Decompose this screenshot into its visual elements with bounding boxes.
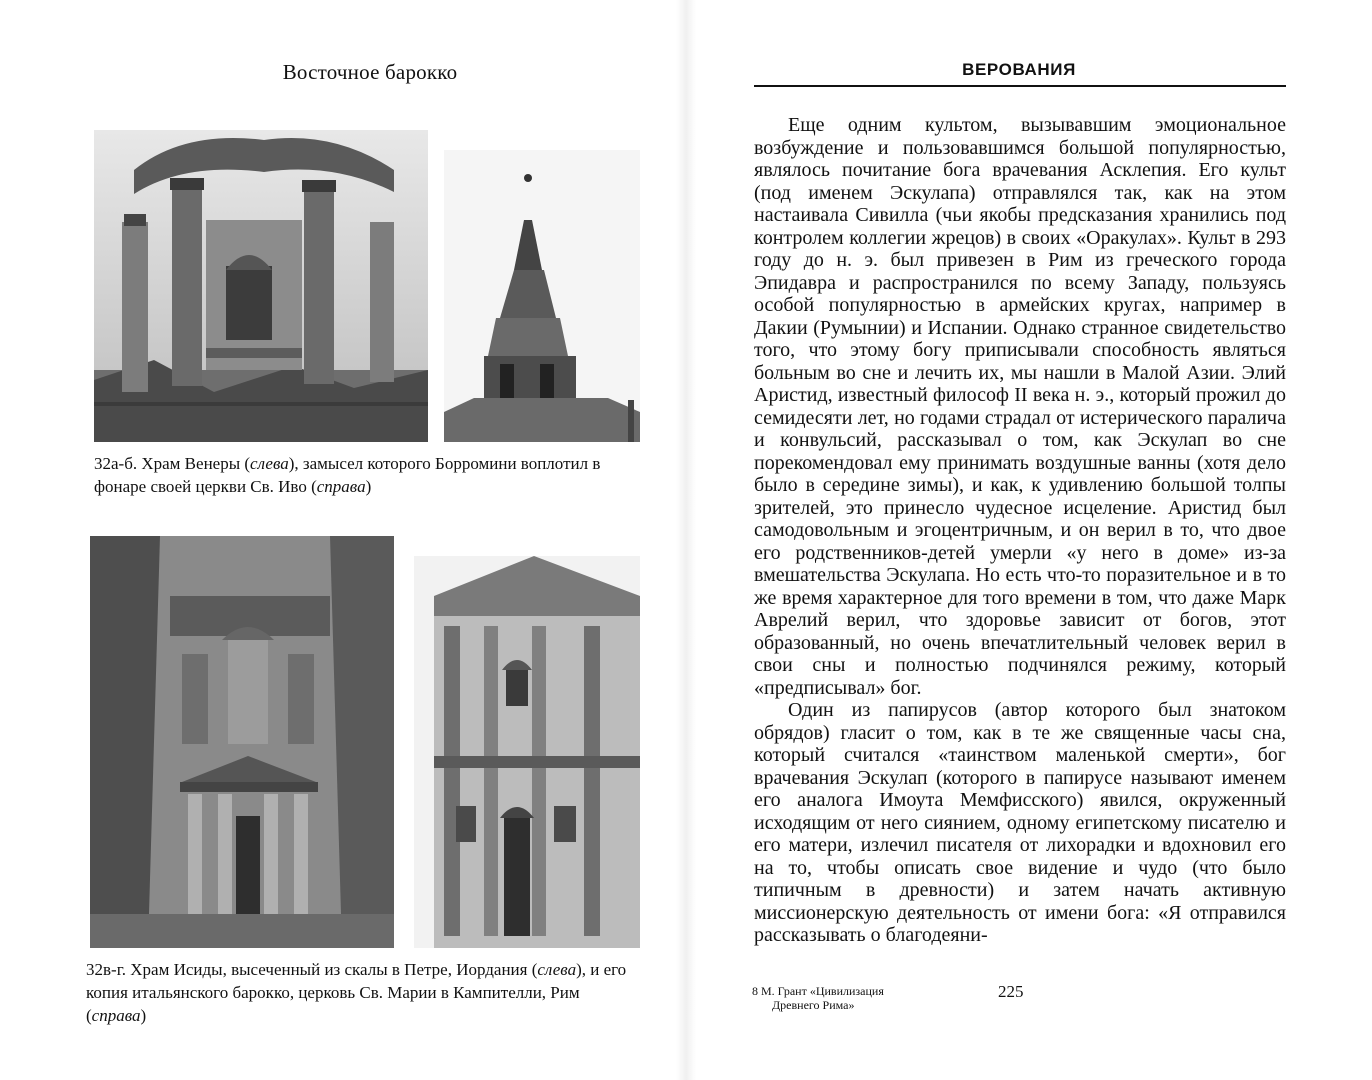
photo-temple-of-venus bbox=[94, 130, 428, 442]
caption-text: ) bbox=[365, 477, 372, 496]
page-number: 225 bbox=[998, 982, 1024, 1001]
section-heading: ВЕРОВАНИЯ bbox=[962, 60, 1076, 79]
footer-signature-line: 8 М. Грант «Цивилизация bbox=[752, 984, 884, 998]
caption-emphasis: слева bbox=[250, 454, 289, 473]
running-head: Восточное барокко bbox=[282, 60, 458, 84]
caption-emphasis: справа bbox=[91, 1006, 141, 1025]
photo-santa-maria-campitelli bbox=[414, 556, 640, 948]
right-page bbox=[686, 0, 1372, 1080]
caption-text: ) bbox=[140, 1006, 147, 1025]
footer-signature-line: Древнего Рима» bbox=[772, 998, 855, 1012]
caption-plate-32vg bbox=[86, 958, 642, 1027]
caption-text: ), и его копия итальянского барокко, церковь Св. Марии в Кампителли, Рим ( bbox=[86, 960, 627, 1025]
photo-lantern-st-ivo bbox=[444, 150, 640, 442]
heading-rule bbox=[754, 85, 1286, 87]
caption-emphasis: слева bbox=[537, 960, 577, 979]
body-text bbox=[754, 114, 1286, 947]
footer-signature bbox=[752, 984, 952, 1012]
paragraph: Один из папирусов (автор которого был знатоком обрядов) гласит о том, как в те же священные часы сна, который считался «таинством маленькой смерти», бог врачевания Эскулап (которого в папирусе называют именем его аналога Имоута Мемфисского) явился, окруженный исходящим от него сиянием, одному египетскому писателю и его матери, излечил писателя от лихорадки и вдохновил его на то, чтобы описать свое видение и чудо (что было типичным в древности) и затем начать активную миссионерскую деятельность от имени бога: «Я отправился рассказывать о благодеяни- bbox=[754, 699, 1286, 946]
photo-petra-treasury bbox=[90, 536, 394, 948]
paragraph: Еще одним культом, вызывавшим эмоциональное возбуждение и пользовавшимся большой популярностью, являлось почитание бога врачевания Асклепия. Его культ (под именем Эскулапа) отправлялся так, как на этом настаивала Сивилла (чьи якобы предсказания хранились под контролем коллегии жрецов) в своих «Оракулах». Культ в 293 году до н. э. был привезен в Рим из греческого города Эпидавра и распространился по всему Западу, пользуясь особой популярностью в армейских кругах, например в Дакии (Румынии) и Испании. Однако странное свидетельство того, что этому богу приписывали способность являться больным во сне и лечить их, мы нашли в Малой Азии. Элий Аристид, известный философ II века н. э., который прожил до семидесяти лет, но годами страдал от истерического паралича и конвульсий, рассказывал о том, как Эскулап во сне порекомендовал ему принимать воздушные ванны (хотя дело было в середине зимы), и как, к удивлению большой толпы зрителей, это принесло чудесное исцеление. Аристид был самодовольным и эгоцентричным, и он верил в то, что двое его родственников-детей умерли «у него в доме» из-за вмешательства Эскулапа. Но есть что-то поразительное и в то же время характерное для того времени в том, что даже Марк Аврелий верил, что здоровье зависит от богов, этот образованный, но очень впечатлительный человек верил в свои сны и полностью подчинялся режиму, который «предписывал» бог. bbox=[754, 114, 1286, 699]
caption-emphasis: справа bbox=[316, 477, 366, 496]
caption-text: ), замысел которого Борромини воплотил в фонаре своей церкви Св. Иво ( bbox=[94, 454, 601, 496]
caption-text: 32в-г. Храм Исиды, высеченный из скалы в Петре, Иордания ( bbox=[86, 960, 538, 979]
caption-plate-32ab bbox=[94, 452, 642, 498]
caption-text: 32а-б. Храм Венеры ( bbox=[94, 454, 251, 473]
